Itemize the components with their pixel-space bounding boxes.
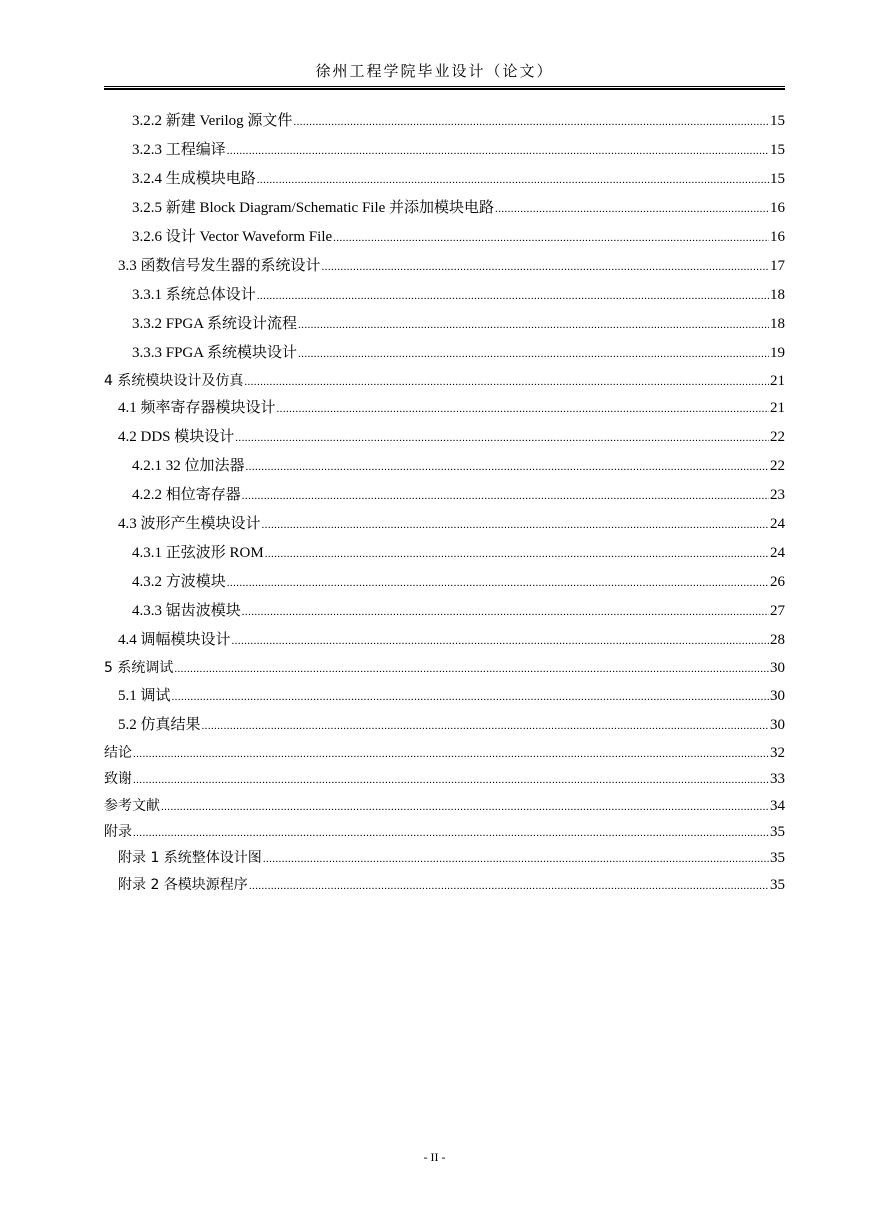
toc-dot-leader bbox=[172, 683, 769, 712]
toc-entry[interactable] bbox=[104, 740, 785, 766]
toc-entry-title: 4.3.3 锯齿波模块 bbox=[132, 603, 241, 620]
toc-entry-title: 3.3.2 FPGA 系统设计流程 bbox=[132, 316, 298, 332]
toc-entry-page: 32 bbox=[770, 744, 785, 761]
toc-entry-title: 3.2.5 新建 Block Diagram/Schematic File 并添加模块电路 bbox=[132, 200, 495, 216]
toc-entry[interactable] bbox=[104, 682, 785, 711]
toc-entry[interactable] bbox=[104, 793, 785, 819]
toc-dot-leader bbox=[265, 540, 769, 569]
toc-dot-leader bbox=[242, 598, 769, 627]
toc-entry-page: 26 bbox=[770, 574, 785, 591]
toc-entry-title: 4.3.2 方波模块 bbox=[132, 574, 226, 591]
toc-entry-title: 4.3.1 正弦波形 ROM bbox=[132, 545, 264, 562]
toc-dot-leader bbox=[133, 767, 769, 793]
toc-dot-leader bbox=[495, 195, 769, 224]
toc-entry-title: 4.1 频率寄存器模块设计 bbox=[118, 400, 276, 417]
toc-dot-leader bbox=[235, 424, 769, 453]
toc-dot-leader bbox=[244, 369, 769, 395]
toc-entry[interactable] bbox=[104, 568, 785, 597]
toc-dot-leader bbox=[277, 395, 769, 424]
toc-entry-page: 15 bbox=[770, 142, 785, 158]
toc-entry-page: 30 bbox=[770, 687, 785, 704]
toc-entry[interactable] bbox=[104, 339, 785, 368]
toc-entry[interactable] bbox=[104, 368, 785, 394]
toc-entry[interactable] bbox=[104, 845, 785, 871]
toc-entry-title: 4.2 DDS 模块设计 bbox=[118, 429, 235, 446]
toc-entry-title: 致谢 bbox=[104, 771, 132, 788]
toc-dot-leader bbox=[133, 741, 769, 767]
toc-dot-leader bbox=[333, 224, 769, 253]
toc-dot-leader bbox=[262, 511, 769, 540]
toc-entry-page: 24 bbox=[770, 516, 785, 533]
toc-entry-page: 18 bbox=[770, 287, 785, 303]
toc-entry-title: 参考文献 bbox=[104, 797, 160, 814]
toc-entry-page: 35 bbox=[770, 876, 785, 893]
toc-entry-title: 5.1 调试 bbox=[118, 687, 171, 704]
toc-entry-title: 5.2 仿真结果 bbox=[118, 716, 201, 733]
toc-entry-page: 22 bbox=[770, 429, 785, 446]
toc-entry-title: 4 系统模块设计及仿真 bbox=[104, 373, 244, 389]
toc-entry-page: 18 bbox=[770, 316, 785, 332]
toc-entry[interactable] bbox=[104, 711, 785, 740]
toc-dot-leader bbox=[298, 311, 769, 340]
toc-dot-leader bbox=[133, 820, 769, 846]
page-header: 徐州工程学院毕业设计（论文） bbox=[315, 64, 554, 80]
toc-dot-leader bbox=[161, 794, 769, 820]
toc-entry-title: 结论 bbox=[104, 744, 132, 761]
toc-entry-page: 27 bbox=[770, 603, 785, 620]
toc-entry-title: 3.2.4 生成模块电路 bbox=[132, 171, 256, 187]
toc-dot-leader bbox=[257, 282, 769, 311]
toc-dot-leader bbox=[322, 253, 769, 282]
toc-entry-title: 3.3.1 系统总体设计 bbox=[132, 287, 256, 303]
toc-entry-title: 附录 1 系统整体设计图 bbox=[118, 850, 262, 867]
toc-entry-page: 17 bbox=[770, 258, 785, 274]
toc-entry[interactable] bbox=[104, 394, 785, 423]
toc-dot-leader bbox=[249, 873, 769, 899]
toc-entry[interactable] bbox=[104, 223, 785, 252]
toc-entry-title: 附录 bbox=[104, 823, 132, 840]
toc-entry[interactable] bbox=[104, 655, 785, 681]
toc-dot-leader bbox=[298, 340, 769, 369]
toc-dot-leader bbox=[293, 108, 769, 137]
toc-entry-page: 24 bbox=[770, 545, 785, 562]
toc-dot-leader bbox=[246, 453, 769, 482]
toc-entry-title: 4.2.2 相位寄存器 bbox=[132, 487, 241, 504]
toc-entry[interactable] bbox=[104, 107, 785, 136]
toc-entry[interactable] bbox=[104, 872, 785, 898]
toc-entry-page: 16 bbox=[770, 229, 785, 245]
toc-dot-leader bbox=[227, 137, 769, 166]
toc-entry-title: 附录 2 各模块源程序 bbox=[118, 876, 248, 893]
toc-entry[interactable] bbox=[104, 194, 785, 223]
toc-entry[interactable] bbox=[104, 626, 785, 655]
toc-entry-title: 3.3 函数信号发生器的系统设计 bbox=[118, 258, 321, 274]
toc-dot-leader bbox=[242, 482, 769, 511]
toc-entry[interactable] bbox=[104, 252, 785, 281]
toc-dot-leader bbox=[202, 712, 769, 741]
toc-entry-title: 5 系统调试 bbox=[104, 660, 174, 677]
toc-entry-title: 3.3.3 FPGA 系统模块设计 bbox=[132, 345, 298, 361]
toc-entry-page: 35 bbox=[770, 850, 785, 867]
header-rule bbox=[104, 86, 785, 90]
toc-entry[interactable] bbox=[104, 423, 785, 452]
table-of-contents bbox=[104, 107, 785, 898]
page-number: - II - bbox=[423, 1150, 446, 1164]
toc-entry[interactable] bbox=[104, 136, 785, 165]
toc-dot-leader bbox=[227, 569, 769, 598]
toc-entry-page: 19 bbox=[770, 345, 785, 361]
toc-entry-page: 21 bbox=[770, 400, 785, 417]
toc-entry-page: 16 bbox=[770, 200, 785, 216]
toc-entry[interactable] bbox=[104, 310, 785, 339]
toc-entry-title: 3.2.6 设计 Vector Waveform File bbox=[132, 229, 333, 245]
toc-entry-title: 4.2.1 32 位加法器 bbox=[132, 458, 245, 475]
toc-entry-page: 22 bbox=[770, 458, 785, 475]
toc-entry-page: 30 bbox=[770, 716, 785, 733]
toc-entry-title: 3.2.3 工程编译 bbox=[132, 142, 226, 158]
toc-entry-title: 4.3 波形产生模块设计 bbox=[118, 516, 261, 533]
toc-dot-leader bbox=[263, 846, 769, 872]
toc-entry[interactable] bbox=[104, 539, 785, 568]
toc-dot-leader bbox=[232, 627, 769, 656]
toc-entry[interactable] bbox=[104, 766, 785, 792]
toc-entry-page: 34 bbox=[770, 797, 785, 814]
toc-entry-page: 15 bbox=[770, 171, 785, 187]
toc-entry-page: 21 bbox=[770, 373, 785, 389]
toc-entry-page: 33 bbox=[770, 771, 785, 788]
toc-entry-page: 28 bbox=[770, 632, 785, 649]
toc-entry-title: 4.4 调幅模块设计 bbox=[118, 632, 231, 649]
toc-entry[interactable] bbox=[104, 165, 785, 194]
toc-entry-page: 15 bbox=[770, 113, 785, 129]
toc-entry-page: 35 bbox=[770, 823, 785, 840]
toc-entry[interactable] bbox=[104, 819, 785, 845]
toc-entry[interactable] bbox=[104, 481, 785, 510]
toc-entry-page: 23 bbox=[770, 487, 785, 504]
toc-entry-page: 30 bbox=[770, 660, 785, 677]
toc-entry-title: 3.2.2 新建 Verilog 源文件 bbox=[132, 113, 293, 129]
toc-entry[interactable] bbox=[104, 452, 785, 481]
toc-dot-leader bbox=[257, 166, 769, 195]
toc-entry[interactable] bbox=[104, 281, 785, 310]
toc-entry[interactable] bbox=[104, 597, 785, 626]
toc-entry[interactable] bbox=[104, 510, 785, 539]
toc-dot-leader bbox=[174, 656, 769, 682]
